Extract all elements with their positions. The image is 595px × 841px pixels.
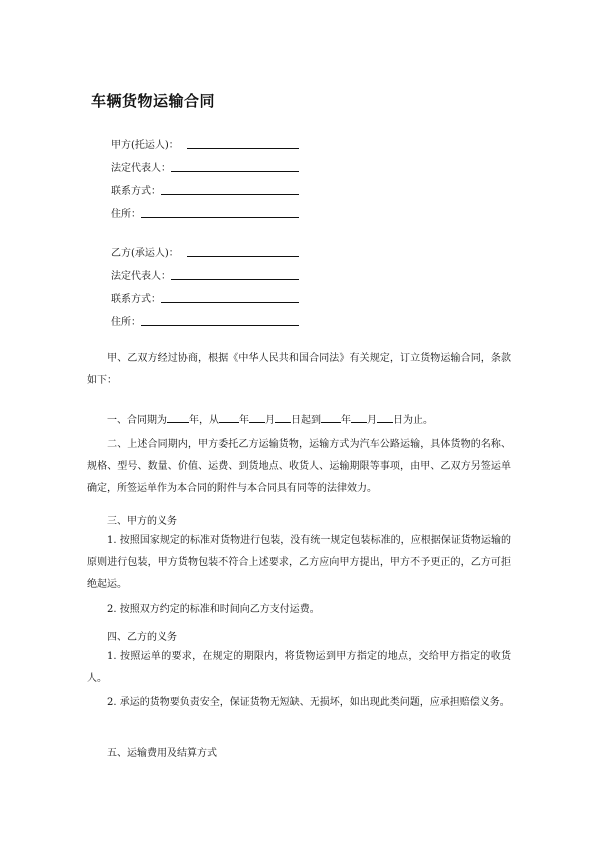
section-3-item-2: [87, 599, 511, 621]
party-a-rep-blank[interactable]: [171, 171, 299, 172]
start-month-blank[interactable]: [249, 411, 265, 423]
start-year-blank[interactable]: [219, 411, 239, 423]
party-b-contact-label: 联系方式：: [111, 294, 161, 305]
section-5-heading: 五、运输费用及结算方式: [107, 748, 217, 759]
party-b-rep-field: [111, 267, 171, 282]
party-a-contact-label: 联系方式：: [111, 186, 161, 197]
clause-1-text-2: 年，从: [189, 415, 219, 426]
clause-1-text-8: 日为止。: [393, 415, 433, 426]
clause-1-text-1: 一、合同期为: [107, 415, 167, 426]
party-b-address-blank[interactable]: [141, 325, 299, 326]
party-b-name-label: 乙方(承运人)：: [111, 248, 179, 259]
end-day-blank[interactable]: [377, 411, 393, 423]
party-b-address-field: [111, 313, 141, 328]
party-a-rep-label: 法定代表人：: [111, 163, 171, 174]
party-a-address-field: [111, 205, 141, 220]
start-day-blank[interactable]: [275, 411, 291, 423]
clause-1-text-3: 年: [239, 415, 249, 426]
party-a-name-label: 甲方(托运人)：: [111, 140, 179, 151]
section-4-heading: 四、乙方的义务: [107, 632, 177, 643]
clause-2-text: 二、上述合同期内，甲方委托乙方运输货物，运输方式为汽车公路运输，具体货物的名称、规格、型号、数量、价值、运费、到货地点、收货人、运输期限等事项，由甲、乙双方另签运单确定，所签运单作为本合同的附件与本合同具有同等的法律效力。: [87, 439, 511, 494]
term-years-blank[interactable]: [167, 411, 189, 423]
party-b-contact-field: [111, 290, 161, 305]
party-b-name-blank[interactable]: [187, 256, 299, 257]
party-b-name-field: [111, 244, 179, 259]
clause-1-text-5: 日起到: [291, 415, 321, 426]
section-4-item-1-text: 1. 按照运单的要求，在规定的期限内，将货物运到甲方指定的地点，交给甲方指定的收货人。: [87, 651, 511, 684]
party-a-name-field: [111, 136, 179, 151]
end-year-blank[interactable]: [321, 411, 341, 423]
party-a-rep-field: [111, 159, 171, 174]
intro-paragraph: [87, 348, 511, 392]
party-a-name-blank[interactable]: [187, 148, 299, 149]
clause-1-text-7: 月: [367, 415, 377, 426]
section-4-item-2-text: 2. 承运的货物要负责安全，保证货物无短缺、无损坏，如出现此类问题，应承担赔偿义务。: [107, 697, 510, 708]
clause-1: [87, 410, 511, 432]
party-b-rep-blank[interactable]: [171, 279, 299, 280]
end-month-blank[interactable]: [351, 411, 367, 423]
section-4-item-1: [87, 646, 511, 690]
section-3-item-2-text: 2. 按照双方约定的标准和时间向乙方支付运费。: [107, 604, 320, 615]
clause-1-text-6: 年: [341, 415, 351, 426]
section-3-item-1: [87, 530, 511, 596]
party-a-address-blank[interactable]: [141, 217, 299, 218]
clause-2: [87, 434, 511, 500]
clause-1-text-4: 月: [265, 415, 275, 426]
section-3-item-1-text: 1. 按照国家规定的标准对货物进行包装，没有统一规定包装标准的，应根据保证货物运输的原则进行包装，甲方货物包装不符合上述要求，乙方应向甲方提出，甲方不予更正的，乙方可拒绝起运。: [87, 535, 511, 590]
document-title: 车辆货物运输合同: [91, 92, 216, 110]
section-4-item-2: [87, 692, 511, 714]
section-3-heading: 三、甲方的义务: [107, 516, 177, 527]
party-a-contact-blank[interactable]: [161, 194, 299, 195]
party-b-rep-label: 法定代表人：: [111, 271, 171, 282]
intro-text: 甲、乙双方经过协商，根据《中华人民共和国合同法》有关规定，订立货物运输合同，条款如下：: [87, 353, 511, 386]
party-a-contact-field: [111, 182, 161, 197]
party-b-contact-blank[interactable]: [161, 302, 299, 303]
party-a-address-label: 住所：: [111, 209, 141, 220]
party-b-address-label: 住所：: [111, 317, 141, 328]
